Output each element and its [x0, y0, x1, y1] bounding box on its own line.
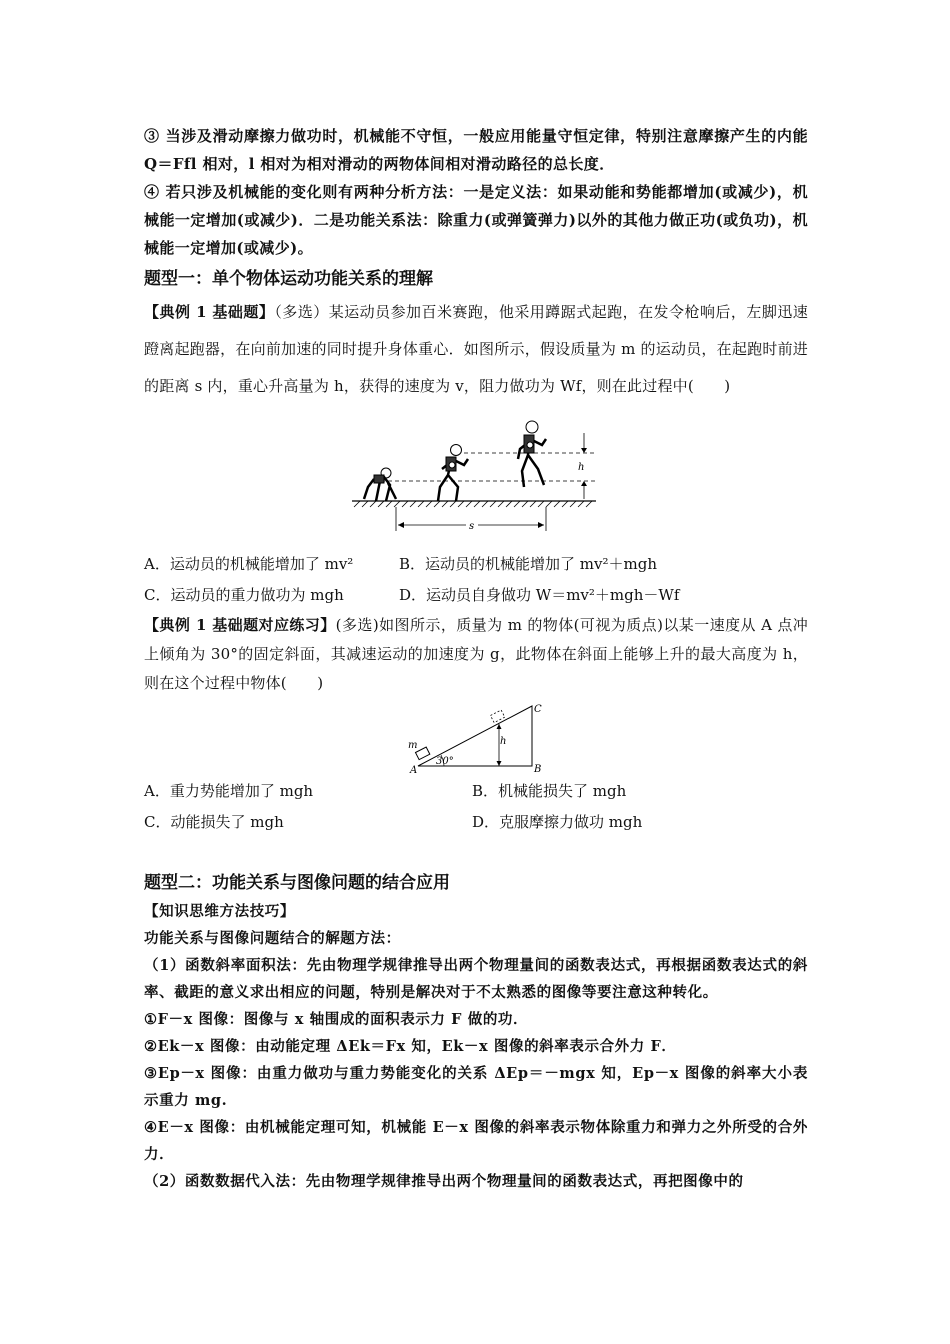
fig2-B: B — [534, 764, 542, 774]
section-2-title: 题型二：功能关系与图像问题的结合应用 — [144, 873, 450, 893]
practice-option-a[interactable]: A．重力势能增加了 mgh — [144, 782, 314, 800]
fig2-A: A — [410, 765, 418, 774]
option-c[interactable]: C．运动员的重力做功为 mgh — [144, 586, 344, 604]
document-page — [144, 122, 808, 1195]
fig1-h-label: h — [578, 462, 585, 473]
fig1-s-label: s — [469, 521, 475, 532]
section-2-subtitle: 【知识思维方法技巧】 — [144, 903, 295, 920]
section-1-title: 题型一：单个物体运动功能关系的理解 — [144, 269, 433, 289]
method-1-ekx: ②Ek－x 图像：由动能定理 ΔEk＝Fx 知，Ek－x 图像的斜率表示合外力 F． — [144, 1038, 677, 1055]
method-2: （2）函数数据代入法：先由物理学规律推导出两个物理量间的函数表达式，再把图像中的 — [144, 1173, 744, 1190]
fig2-m: m — [408, 740, 418, 751]
example-1 — [144, 294, 808, 405]
practice-tag: 【典例 1 基础题对应练习】 — [144, 616, 336, 634]
example-1-tag: 【典例 1 基础题】 — [144, 303, 275, 321]
fig2-C: C — [534, 704, 542, 715]
practice-text: (多选)如图所示，质量为 m 的物体(可视为质点)以某一速度从 A 点冲上倾角为 30°的固定斜面，其减速运动的加速度为 g，此物体在斜面上能够上升的最大高度为 h，则在这个过程中物体( ) — [144, 616, 808, 692]
incline-figure — [404, 702, 554, 774]
example-1-practice — [144, 611, 808, 698]
practice-options — [144, 776, 808, 838]
practice-option-d[interactable]: D．克服摩擦力做功 mgh — [472, 813, 643, 831]
sprinter-figure — [344, 415, 604, 543]
sprinter-upright — [518, 421, 546, 487]
example-1-text: （多选）某运动员参加百米赛跑，他采用蹲踞式起跑，在发令枪响后，左脚迅速蹬离起跑器，在向前加速的同时提升身体重心．如图所示，假设质量为 m 的运动员，在起跑时前进的距离 s 内，重心升高量为 h，获得的速度为 v，阻力做功为 Wf，则在此过程中( ) — [144, 303, 808, 395]
option-b[interactable]: B．运动员的机械能增加了 mv²＋mgh — [399, 555, 657, 573]
method-1-ex: ④E－x 图像：由机械能定理可知，机械能 E－x 图像的斜率表示物体除重力和弹力之外所受的合外力． — [144, 1119, 808, 1163]
intro-item-4: ④ 若只涉及机械能的变化则有两种分析方法：一是定义法：如果动能和势能都增加(或减少)，机械能一定增加(或减少)．二是功能关系法：除重力(或弹簧弹力)以外的其他力做正功(或负功)，机械能一定增加(或减少)。 — [144, 183, 808, 257]
practice-option-c[interactable]: C．动能损失了 mgh — [144, 813, 284, 831]
method-1-fx: ①F－x 图像：图像与 x 轴围成的面积表示力 F 做的功． — [144, 1011, 529, 1028]
sprinter-rising — [438, 445, 468, 502]
method-1-epx: ③Ep－x 图像：由重力做功与重力势能变化的关系 ΔEp＝－mgx 知，Ep－x 图像的斜率大小表示重力 mg. — [144, 1065, 808, 1109]
fig2-h: h — [500, 736, 507, 747]
option-d[interactable]: D．运动员自身做功 W＝mv²＋mgh－Wf — [399, 586, 680, 604]
fig2-angle: 30° — [436, 756, 454, 767]
option-a[interactable]: A．运动员的机械能增加了 mv² — [144, 555, 354, 573]
method-1: （1）函数斜率面积法：先由物理学规律推导出两个物理量间的函数表达式，再根据函数表达式的斜率、截距的意义求出相应的问题，特别是解决对于不太熟悉的图像等要注意这种转化。 — [144, 957, 808, 1001]
practice-option-b[interactable]: B．机械能损失了 mgh — [472, 782, 627, 800]
intro-item-3: ③ 当涉及滑动摩擦力做功时，机械能不守恒，一般应用能量守恒定律，特别注意摩擦产生的内能 Q＝Ffl 相对，l 相对为相对滑动的两物体间相对滑动路径的总长度． — [144, 127, 808, 173]
section-2-lead: 功能关系与图像问题结合的解题方法： — [144, 930, 401, 947]
sprinter-crouch — [364, 468, 396, 501]
example-1-options — [144, 549, 808, 611]
